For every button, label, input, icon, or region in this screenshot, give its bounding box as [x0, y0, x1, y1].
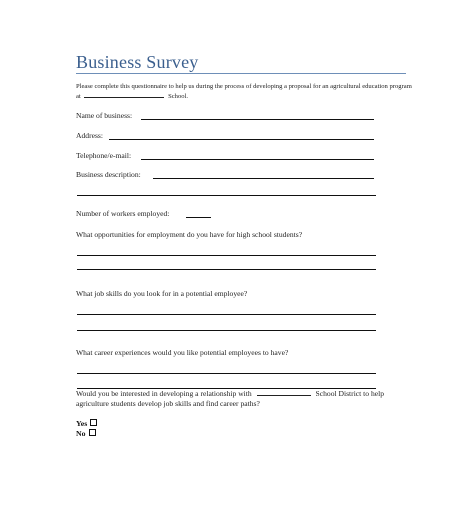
address-label: Address:: [76, 131, 103, 140]
no-checkbox[interactable]: [89, 429, 96, 436]
address-line[interactable]: [109, 139, 374, 140]
question-career-experiences: What career experiences would you like potential employees to have?: [76, 348, 289, 357]
question-job-skills: What job skills do you look for in a potential employee?: [76, 289, 248, 298]
question-employment-opportunities: What opportunities for employment do you have for high school students?: [76, 230, 303, 239]
no-option[interactable]: [76, 429, 96, 438]
business-description-line-2[interactable]: [77, 195, 376, 196]
name-of-business-line[interactable]: [141, 119, 374, 120]
telephone-email-line[interactable]: [141, 159, 374, 160]
telephone-email-label: Telephone/e-mail:: [76, 151, 132, 160]
name-of-business-label: Name of business:: [76, 111, 133, 120]
no-label: No: [76, 429, 86, 438]
answer-line-q2-1[interactable]: [77, 314, 376, 315]
business-description-line-1[interactable]: [153, 178, 374, 179]
answer-line-q2-2[interactable]: [77, 330, 376, 331]
workers-employed-label: Number of workers employed:: [76, 209, 170, 218]
school-district-blank[interactable]: [257, 389, 311, 396]
business-description-label: Business description:: [76, 170, 141, 179]
yes-label: Yes: [76, 419, 88, 428]
yes-option[interactable]: [76, 419, 97, 428]
question-relationship: [76, 389, 416, 409]
school-name-blank[interactable]: [84, 91, 164, 98]
workers-employed-line[interactable]: [186, 217, 211, 218]
intro-text-start: Please complete this questionnaire to help us during the process of developing a proposal for an agricultural education program at: [76, 83, 412, 100]
question-relationship-end: School District to help agriculture students develop job skills and find career paths?: [76, 389, 385, 408]
answer-line-q3-1[interactable]: [77, 373, 376, 374]
title-underline: [76, 73, 406, 74]
intro-text-end: School.: [168, 93, 189, 100]
page-title: Business Survey: [76, 52, 199, 72]
answer-line-q1-2[interactable]: [77, 269, 376, 270]
answer-line-q1-1[interactable]: [77, 255, 376, 256]
question-relationship-start: Would you be interested in developing a relationship with: [76, 389, 252, 398]
intro-paragraph: [76, 82, 416, 101]
yes-checkbox[interactable]: [90, 419, 97, 426]
